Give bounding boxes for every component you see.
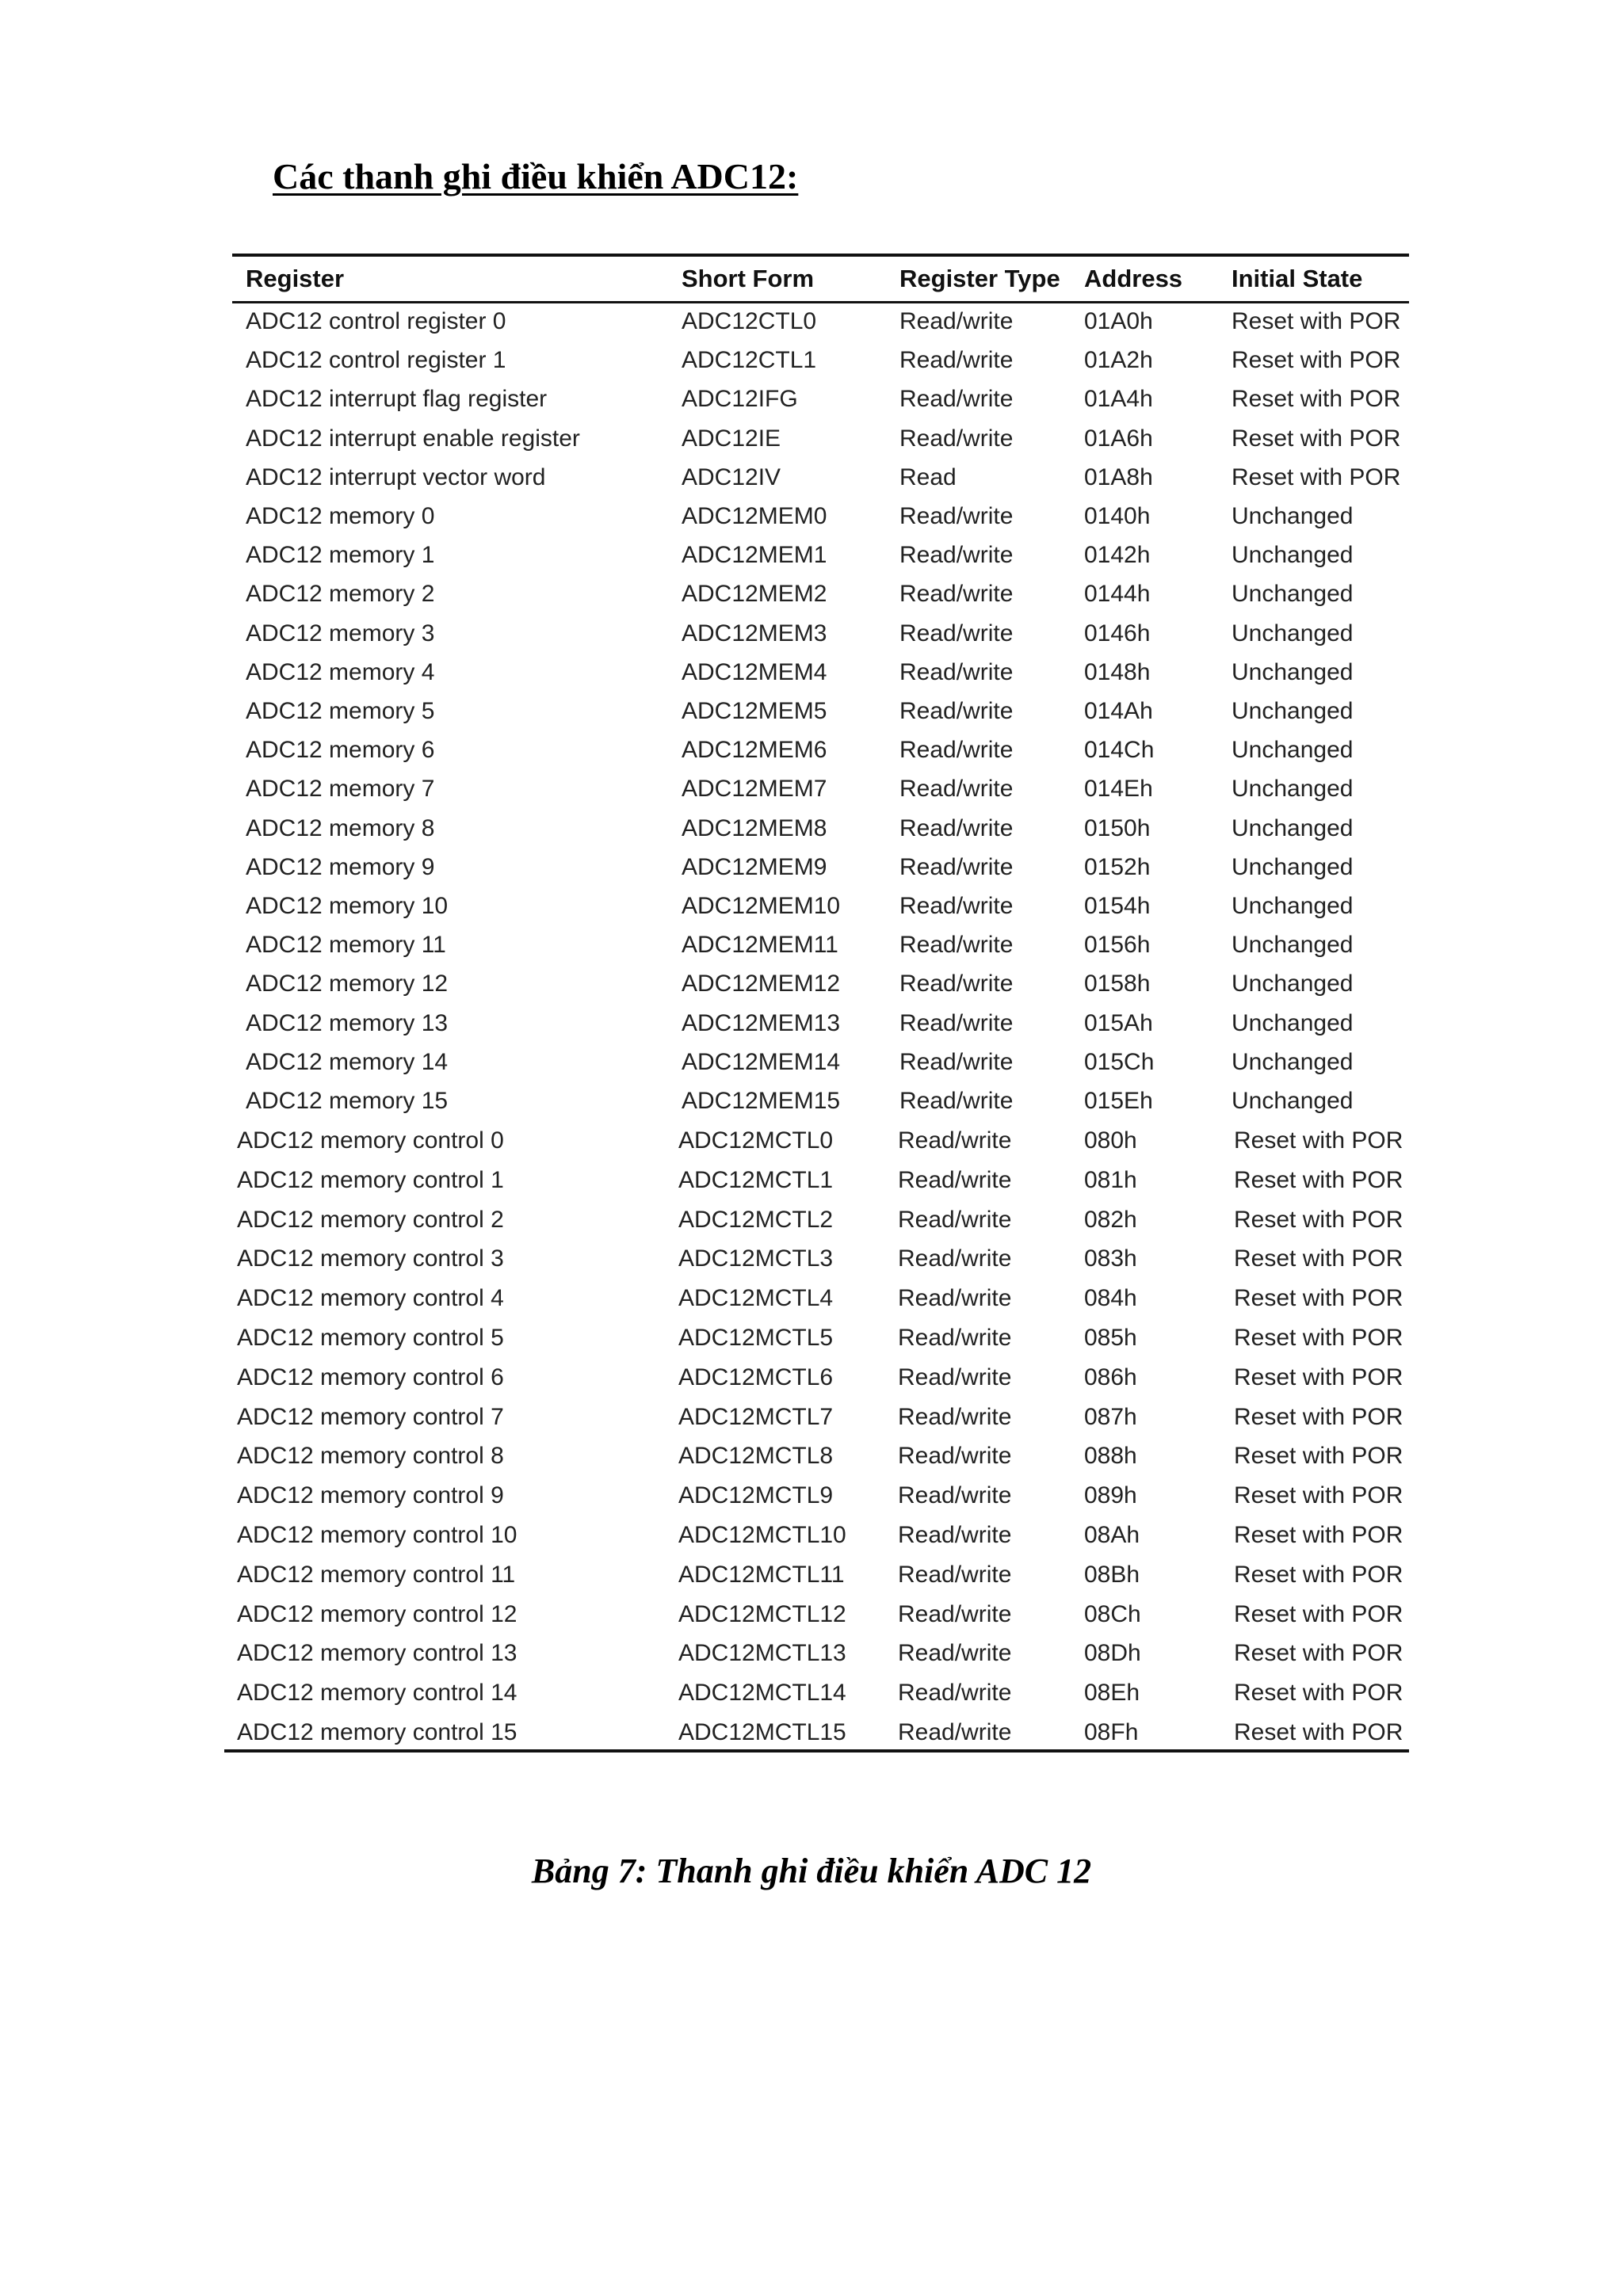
cell-register: ADC12 memory control 11	[237, 1561, 516, 1588]
cell-register: ADC12 memory 2	[246, 581, 435, 608]
cell-register: ADC12 control register 0	[246, 308, 506, 334]
cell-initial-state: Reset with POR	[1234, 1325, 1403, 1351]
cell-short-form: ADC12MCTL0	[678, 1127, 834, 1154]
cell-initial-state: Reset with POR	[1234, 1285, 1403, 1312]
cell-register-type: Read/write	[899, 620, 1014, 646]
cell-register-type: Read/write	[899, 1088, 1014, 1114]
cell-short-form: ADC12MEM1	[682, 542, 827, 569]
cell-address: 01A2h	[1084, 347, 1153, 374]
cell-address: 0142h	[1084, 542, 1151, 569]
cell-register: ADC12 memory control 14	[237, 1680, 517, 1707]
cell-initial-state: Reset with POR	[1234, 1561, 1403, 1588]
cell-short-form: ADC12MEM6	[682, 737, 827, 764]
cell-initial-state: Reset with POR	[1232, 386, 1401, 413]
cell-register-type: Read/write	[898, 1640, 1012, 1667]
header-short-form: Short Form	[682, 265, 815, 292]
cell-register-type: Read/write	[898, 1166, 1012, 1193]
cell-initial-state: Reset with POR	[1234, 1403, 1403, 1430]
table-bottom-rule	[224, 1749, 1409, 1753]
cell-register: ADC12 memory control 12	[237, 1600, 517, 1627]
cell-register: ADC12 memory control 3	[237, 1245, 504, 1272]
cell-short-form: ADC12MCTL11	[678, 1561, 845, 1588]
cell-register: ADC12 memory 8	[246, 814, 435, 841]
cell-register-type: Read/write	[899, 658, 1014, 685]
cell-register-type: Read/write	[899, 386, 1014, 413]
cell-address: 014Ah	[1084, 698, 1153, 724]
cell-short-form: ADC12MCTL9	[678, 1482, 834, 1509]
cell-short-form: ADC12MEM3	[682, 620, 827, 646]
cell-initial-state: Reset with POR	[1232, 425, 1401, 452]
cell-register: ADC12 control register 1	[246, 347, 506, 374]
cell-short-form: ADC12IV	[682, 463, 781, 490]
cell-initial-state: Unchanged	[1232, 893, 1354, 919]
cell-address: 014Ch	[1084, 737, 1155, 764]
cell-initial-state: Unchanged	[1232, 581, 1354, 608]
cell-initial-state: Unchanged	[1232, 542, 1354, 569]
cell-initial-state: Reset with POR	[1234, 1443, 1403, 1470]
cell-register: ADC12 memory 5	[246, 698, 435, 724]
cell-register: ADC12 memory 10	[246, 893, 449, 919]
cell-address: 085h	[1084, 1325, 1137, 1351]
table-header-rule	[232, 301, 1409, 303]
cell-short-form: ADC12MCTL13	[678, 1640, 846, 1667]
cell-initial-state: Unchanged	[1232, 737, 1354, 764]
cell-initial-state: Unchanged	[1232, 620, 1354, 646]
cell-address: 0158h	[1084, 971, 1151, 997]
cell-short-form: ADC12MEM10	[682, 893, 841, 919]
cell-register: ADC12 memory 11	[246, 932, 446, 959]
cell-address: 089h	[1084, 1482, 1137, 1509]
cell-register: ADC12 memory 14	[246, 1048, 449, 1075]
cell-register-type: Read/write	[899, 814, 1014, 841]
cell-register-type: Read/write	[898, 1127, 1012, 1154]
cell-address: 0140h	[1084, 503, 1151, 529]
cell-register-type: Read/write	[898, 1719, 1012, 1745]
cell-register: ADC12 interrupt flag register	[246, 386, 548, 413]
cell-short-form: ADC12MCTL14	[678, 1680, 846, 1707]
cell-register: ADC12 memory 13	[246, 1009, 449, 1036]
cell-address: 014Eh	[1084, 776, 1153, 803]
cell-short-form: ADC12MEM15	[682, 1088, 841, 1114]
cell-register-type: Read/write	[898, 1680, 1012, 1707]
cell-initial-state: Unchanged	[1232, 1088, 1354, 1114]
cell-register: ADC12 memory 6	[246, 737, 435, 764]
cell-short-form: ADC12MCTL7	[678, 1403, 834, 1430]
cell-short-form: ADC12MCTL1	[678, 1166, 834, 1193]
cell-register-type: Read/write	[898, 1600, 1012, 1627]
cell-register-type: Read/write	[898, 1206, 1012, 1233]
cell-register-type: Read/write	[899, 932, 1014, 959]
cell-register: ADC12 memory control 10	[237, 1522, 517, 1548]
cell-address: 0150h	[1084, 814, 1151, 841]
cell-register-type: Read/write	[899, 853, 1014, 880]
cell-register: ADC12 memory 4	[246, 658, 435, 685]
header-address: Address	[1084, 265, 1183, 292]
cell-register-type: Read/write	[899, 1009, 1014, 1036]
cell-initial-state: Unchanged	[1232, 814, 1354, 841]
cell-register: ADC12 memory 9	[246, 853, 435, 880]
cell-register-type: Read/write	[899, 698, 1014, 724]
cell-short-form: ADC12CTL1	[682, 347, 817, 374]
cell-address: 081h	[1084, 1166, 1137, 1193]
cell-register-type: Read/write	[899, 542, 1014, 569]
cell-register: ADC12 memory 3	[246, 620, 435, 646]
cell-address: 08Bh	[1084, 1561, 1140, 1588]
cell-initial-state: Reset with POR	[1232, 463, 1401, 490]
cell-short-form: ADC12MCTL15	[678, 1719, 846, 1745]
cell-register-type: Read/write	[899, 308, 1014, 334]
cell-initial-state: Unchanged	[1232, 658, 1354, 685]
cell-short-form: ADC12MEM12	[682, 971, 841, 997]
cell-short-form: ADC12MCTL6	[678, 1363, 834, 1390]
cell-address: 08Ah	[1084, 1522, 1140, 1548]
cell-initial-state: Reset with POR	[1234, 1680, 1403, 1707]
cell-register: ADC12 memory control 7	[237, 1403, 504, 1430]
cell-address: 01A6h	[1084, 425, 1153, 452]
cell-short-form: ADC12MEM7	[682, 776, 827, 803]
cell-address: 015Eh	[1084, 1088, 1153, 1114]
cell-short-form: ADC12MCTL10	[678, 1522, 846, 1548]
cell-register: ADC12 memory 15	[246, 1088, 449, 1114]
cell-initial-state: Unchanged	[1232, 932, 1354, 959]
cell-register: ADC12 memory 0	[246, 503, 435, 529]
cell-initial-state: Unchanged	[1232, 1048, 1354, 1075]
cell-address: 084h	[1084, 1285, 1137, 1312]
cell-initial-state: Unchanged	[1232, 1009, 1354, 1036]
cell-register-type: Read/write	[898, 1403, 1012, 1430]
cell-register-type: Read/write	[898, 1443, 1012, 1470]
cell-address: 0148h	[1084, 658, 1151, 685]
cell-short-form: ADC12MEM11	[682, 932, 838, 959]
cell-register: ADC12 memory 12	[246, 971, 449, 997]
cell-short-form: ADC12MEM5	[682, 698, 827, 724]
cell-initial-state: Reset with POR	[1234, 1522, 1403, 1548]
cell-register-type: Read/write	[899, 581, 1014, 608]
cell-short-form: ADC12MCTL8	[678, 1443, 834, 1470]
cell-short-form: ADC12MCTL5	[678, 1325, 834, 1351]
cell-register-type: Read/write	[898, 1522, 1012, 1548]
cell-address: 087h	[1084, 1403, 1137, 1430]
cell-initial-state: Unchanged	[1232, 776, 1354, 803]
cell-initial-state: Reset with POR	[1234, 1482, 1403, 1509]
cell-register: ADC12 memory control 5	[237, 1325, 504, 1351]
table-top-rule	[232, 254, 1409, 257]
cell-register-type: Read/write	[899, 971, 1014, 997]
cell-register: ADC12 memory control 15	[237, 1719, 517, 1745]
cell-register: ADC12 interrupt enable register	[246, 425, 580, 452]
cell-address: 08Eh	[1084, 1680, 1140, 1707]
cell-short-form: ADC12MCTL2	[678, 1206, 834, 1233]
cell-register: ADC12 memory control 2	[237, 1206, 504, 1233]
cell-initial-state: Reset with POR	[1234, 1600, 1403, 1627]
cell-short-form: ADC12MCTL12	[678, 1600, 846, 1627]
cell-address: 08Dh	[1084, 1640, 1141, 1667]
cell-initial-state: Reset with POR	[1232, 347, 1401, 374]
cell-address: 0156h	[1084, 932, 1151, 959]
cell-register-type: Read/write	[898, 1325, 1012, 1351]
cell-address: 0146h	[1084, 620, 1151, 646]
cell-short-form: ADC12MEM0	[682, 503, 827, 529]
cell-short-form: ADC12MEM9	[682, 853, 827, 880]
cell-address: 01A0h	[1084, 308, 1153, 334]
cell-initial-state: Unchanged	[1232, 971, 1354, 997]
cell-address: 01A8h	[1084, 463, 1153, 490]
cell-short-form: ADC12MEM14	[682, 1048, 841, 1075]
cell-register-type: Read/write	[898, 1482, 1012, 1509]
cell-register: ADC12 memory control 6	[237, 1363, 504, 1390]
cell-short-form: ADC12MEM8	[682, 814, 827, 841]
cell-initial-state: Reset with POR	[1232, 308, 1401, 334]
cell-address: 082h	[1084, 1206, 1137, 1233]
cell-short-form: ADC12CTL0	[682, 308, 817, 334]
cell-register: ADC12 memory control 1	[237, 1166, 504, 1193]
cell-address: 080h	[1084, 1127, 1137, 1154]
cell-address: 086h	[1084, 1363, 1137, 1390]
cell-address: 015Ch	[1084, 1048, 1155, 1075]
cell-initial-state: Reset with POR	[1234, 1245, 1403, 1272]
cell-address: 01A4h	[1084, 386, 1153, 413]
cell-initial-state: Unchanged	[1232, 503, 1354, 529]
cell-register-type: Read/write	[898, 1285, 1012, 1312]
cell-initial-state: Unchanged	[1232, 698, 1354, 724]
cell-initial-state: Reset with POR	[1234, 1206, 1403, 1233]
cell-register-type: Read	[899, 463, 957, 490]
header-initial-state: Initial State	[1232, 265, 1363, 292]
cell-address: 08Ch	[1084, 1600, 1141, 1627]
cell-short-form: ADC12IFG	[682, 386, 798, 413]
cell-address: 015Ah	[1084, 1009, 1153, 1036]
cell-initial-state: Reset with POR	[1234, 1166, 1403, 1193]
cell-register-type: Read/write	[899, 425, 1014, 452]
cell-initial-state: Reset with POR	[1234, 1640, 1403, 1667]
cell-initial-state: Unchanged	[1232, 853, 1354, 880]
cell-register-type: Read/write	[899, 893, 1014, 919]
cell-short-form: ADC12IE	[682, 425, 781, 452]
cell-register-type: Read/write	[899, 737, 1014, 764]
cell-register: ADC12 interrupt vector word	[246, 463, 546, 490]
cell-register: ADC12 memory control 13	[237, 1640, 517, 1667]
cell-register-type: Read/write	[898, 1363, 1012, 1390]
cell-short-form: ADC12MCTL3	[678, 1245, 834, 1272]
cell-register-type: Read/write	[898, 1245, 1012, 1272]
cell-register-type: Read/write	[898, 1561, 1012, 1588]
section-heading: Các thanh ghi điều khiển ADC12:	[273, 156, 799, 196]
cell-address: 0154h	[1084, 893, 1151, 919]
cell-initial-state: Reset with POR	[1234, 1127, 1403, 1154]
cell-initial-state: Reset with POR	[1234, 1363, 1403, 1390]
cell-short-form: ADC12MEM2	[682, 581, 827, 608]
cell-register: ADC12 memory control 9	[237, 1482, 504, 1509]
cell-address: 083h	[1084, 1245, 1137, 1272]
cell-address: 08Fh	[1084, 1719, 1139, 1745]
cell-register: ADC12 memory control 0	[237, 1127, 504, 1154]
cell-register: ADC12 memory control 8	[237, 1443, 504, 1470]
cell-register: ADC12 memory control 4	[237, 1285, 504, 1312]
cell-register-type: Read/write	[899, 1048, 1014, 1075]
cell-register: ADC12 memory 7	[246, 776, 435, 803]
cell-register-type: Read/write	[899, 503, 1014, 529]
cell-register-type: Read/write	[899, 776, 1014, 803]
cell-register: ADC12 memory 1	[246, 542, 435, 569]
cell-address: 088h	[1084, 1443, 1137, 1470]
header-register-type: Register Type	[899, 265, 1060, 292]
cell-register-type: Read/write	[899, 347, 1014, 374]
cell-address: 0152h	[1084, 853, 1151, 880]
cell-address: 0144h	[1084, 581, 1151, 608]
cell-short-form: ADC12MEM4	[682, 658, 827, 685]
cell-short-form: ADC12MEM13	[682, 1009, 841, 1036]
table-caption: Bảng 7: Thanh ghi điều khiển ADC 12	[531, 1852, 1092, 1890]
header-register: Register	[246, 265, 345, 292]
cell-short-form: ADC12MCTL4	[678, 1285, 834, 1312]
cell-initial-state: Reset with POR	[1234, 1719, 1403, 1745]
